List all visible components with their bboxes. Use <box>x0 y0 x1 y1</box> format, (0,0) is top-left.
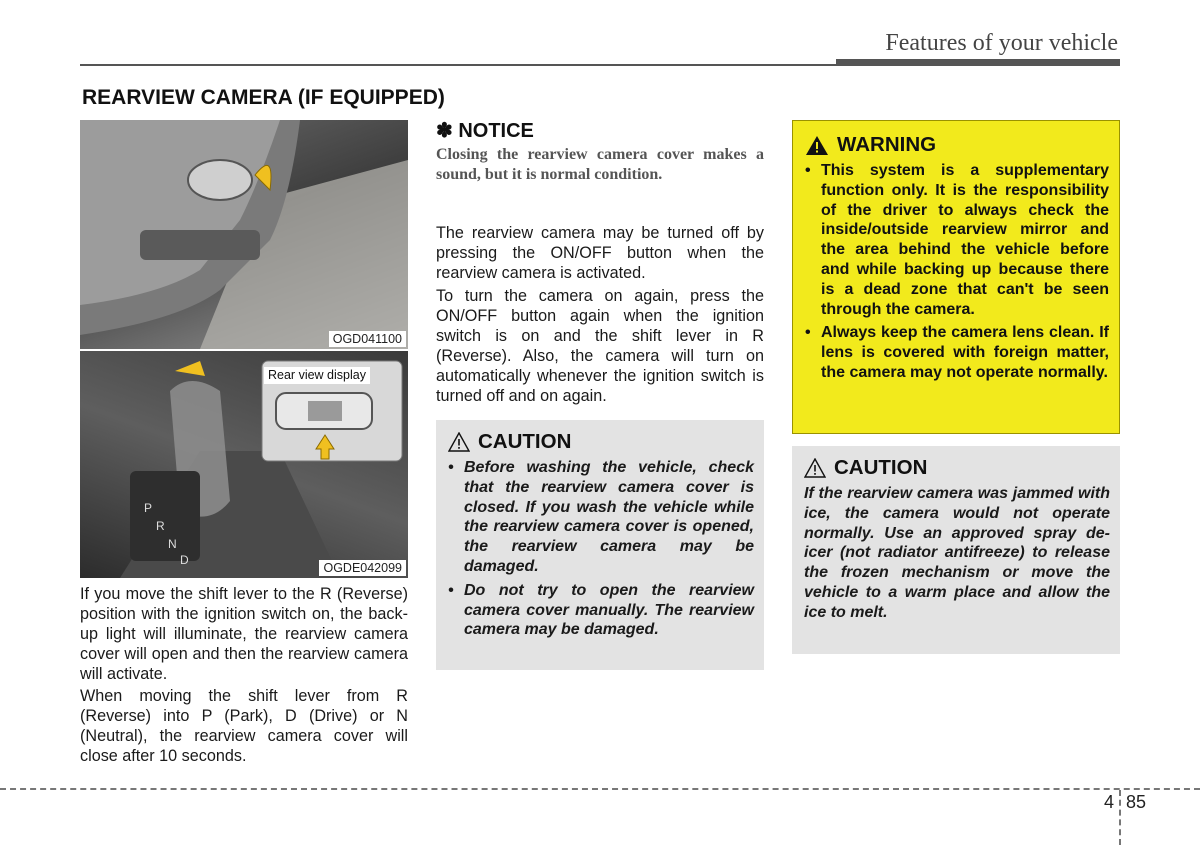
warning-triangle-icon <box>805 135 829 156</box>
gear-letter-d: D <box>180 553 189 567</box>
chapter-number: 4 <box>1104 792 1115 812</box>
footer-divider <box>0 788 1200 790</box>
warning-box <box>792 120 1120 434</box>
caution-title: CAUTION <box>834 456 928 479</box>
warning-list <box>805 161 1109 383</box>
body-paragraph: To turn the camera on again, press the ON/OFF button again when the ignition switch is on and the shift lever in R (Reverse). Also, the camera will turn on automatically whenever the ignition switch is turned off and on again. <box>436 287 764 405</box>
shift-lever-illustration <box>80 351 408 578</box>
rear-vehicle-illustration <box>80 120 408 349</box>
figure-code: OGDE042099 <box>319 560 406 576</box>
warning-item: • This system is a supplementary function only. It is the responsibility of the driver to always check the inside/outside rearview mirror and the area behind the vehicle before and while backing up because there is a dead zone that can't be seen through the camera. <box>805 161 1109 319</box>
gear-letter-n: N <box>168 537 177 551</box>
warning-title: WARNING <box>837 133 937 156</box>
warning-item: • Always keep the camera lens clean. If lens is covered with foreign matter, the camera may not operate normally. <box>805 323 1109 382</box>
caution-heading <box>804 456 1110 480</box>
header-divider <box>80 64 836 66</box>
caution-item: • Before washing the vehicle, check that the rearview camera cover is closed. If you wash the vehicle while the rearview camera cover is opened, the rearview camera may be damaged. <box>448 458 754 577</box>
notice-title: ✽ NOTICE <box>436 120 534 142</box>
caution-list <box>448 458 754 640</box>
rear-vehicle-drawing <box>80 120 408 349</box>
gear-letter-r: R <box>156 519 165 533</box>
caution-item: • Do not try to open the rearview camera cover manually. The rearview camera may be damaged. <box>448 581 754 640</box>
caution-title: CAUTION <box>478 430 572 453</box>
caution-box <box>792 446 1120 654</box>
warning-heading <box>805 133 1109 157</box>
page-number: 85 <box>1126 792 1147 812</box>
section-title: REARVIEW CAMERA (IF EQUIPPED) <box>82 86 445 109</box>
page-header-title: Features of your vehicle <box>885 30 1118 56</box>
body-paragraph: The rearview camera may be turned off by pressing the ON/OFF button when the rearview camera is activated. <box>436 224 764 282</box>
figure-code: OGD041100 <box>329 331 406 347</box>
body-paragraph: When moving the shift lever from R (Reverse) into P (Park), D (Drive) or N (Neutral), the rearview camera cover will close after 10 seconds. <box>80 687 408 765</box>
notice-text: Closing the rearview camera cover makes a sound, but it is normal condition. <box>436 146 764 183</box>
caution-heading <box>448 430 754 454</box>
rear-view-display-label: Rear view display <box>264 367 370 384</box>
caution-box <box>436 420 764 670</box>
shift-lever-drawing <box>80 351 408 578</box>
gear-letter-p: P <box>144 501 153 515</box>
caution-text: If the rearview camera was jammed with ice, the camera would not operate normally. Use an approved spray de-icer (not radiator antifreeze) to release the frozen mechanism or move the vehicle to a warm place and allow the ice to melt. <box>804 485 1110 621</box>
body-paragraph: If you move the shift lever to the R (Reverse) position with the ignition switch on, the back-up light will illuminate, the rearview camera cover will open and then the rearview camera will activate. <box>80 585 408 683</box>
footer-vertical-divider <box>1119 790 1121 845</box>
caution-triangle-icon <box>448 432 470 452</box>
caution-triangle-icon <box>804 458 826 478</box>
header-divider-bar <box>836 59 1120 66</box>
